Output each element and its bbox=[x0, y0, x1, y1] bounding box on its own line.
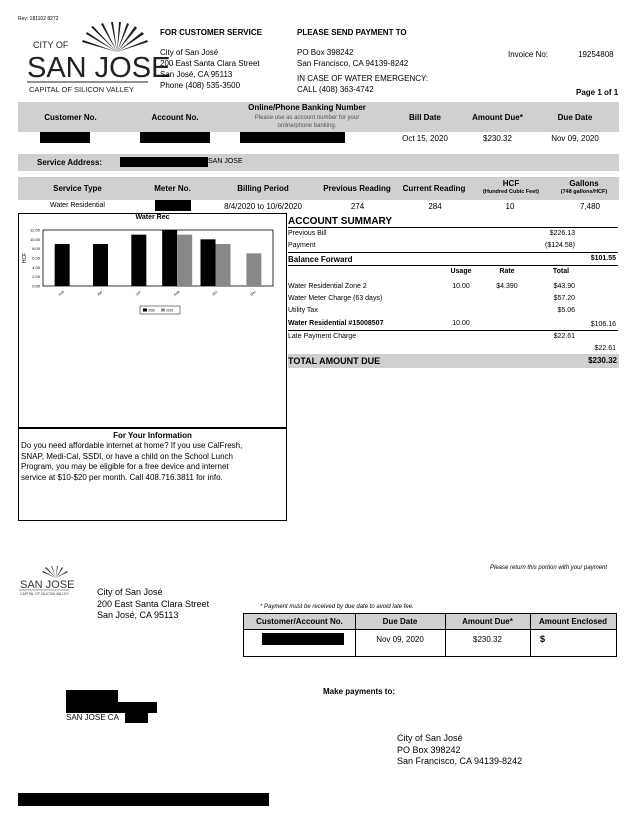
redacted-banking-no bbox=[240, 132, 345, 143]
balance-forward-value: $101.55 bbox=[590, 255, 616, 262]
total-due-value: $230.32 bbox=[588, 356, 617, 365]
stub-amount-enclosed-header: Amount Enclosed bbox=[538, 617, 607, 626]
amount-due-value: $230.32 bbox=[483, 134, 512, 143]
customer-no-header: Customer No. bbox=[44, 113, 97, 122]
stub-due-date: Nov 09, 2020 bbox=[376, 635, 424, 644]
previous-bill-label: Previous Bill bbox=[288, 230, 327, 237]
stub-address-line: San José, CA 95113 bbox=[97, 610, 179, 620]
current-reading-header: Current Reading bbox=[402, 184, 466, 193]
legend-swatch bbox=[143, 309, 147, 312]
hcf-header: HCF bbox=[502, 179, 520, 188]
due-date-header: Due Date bbox=[557, 113, 593, 122]
cs-line: 200 East Santa Clara Street bbox=[160, 59, 260, 68]
bill-date-header: Bill Date bbox=[408, 113, 441, 122]
stub-amount-due: $230.32 bbox=[473, 635, 502, 644]
zone-charge-label: Water Residential Zone 2 bbox=[288, 283, 367, 290]
payment-value: ($124.58) bbox=[545, 242, 575, 249]
city-logo bbox=[25, 22, 171, 98]
redacted-customer-name bbox=[66, 690, 118, 702]
x-tick-label: Oct bbox=[211, 289, 219, 297]
send-payment-heading: PLEASE SEND PAYMENT TO bbox=[297, 28, 407, 37]
banking-number-header: Online/Phone Banking Number bbox=[248, 103, 366, 112]
redacted-barcode-line bbox=[18, 793, 269, 806]
info-line: SNAP, Medi-Cal, SSDI, or have a child on the School Lunch bbox=[21, 451, 233, 461]
x-tick-label: Feb bbox=[57, 289, 66, 297]
due-date-value: Nov 09, 2020 bbox=[551, 134, 599, 143]
plot-area bbox=[43, 230, 273, 286]
cs-phone: Phone (408) 535-3500 bbox=[160, 81, 241, 90]
redacted-account-no bbox=[140, 132, 210, 143]
banking-note: Please use as account number for your online/phone banking. bbox=[254, 115, 360, 129]
water-residential-subtotal-label: Water Residential #15008507 bbox=[288, 320, 384, 327]
chart-title: Water Rec bbox=[135, 214, 170, 221]
info-line: Program, you may be eligible for a free device and internet bbox=[21, 462, 229, 471]
x-tick-label: Dec bbox=[249, 289, 257, 297]
invoice-number: 19254808 bbox=[578, 50, 614, 59]
current-reading-value: 284 bbox=[428, 202, 442, 211]
payee-line: PO Box 398242 bbox=[397, 744, 461, 755]
payment-address-line: PO Box 398242 bbox=[297, 48, 354, 57]
late-payment-subtotal: $22.61 bbox=[594, 345, 616, 352]
late-payment-total: $22.61 bbox=[553, 333, 575, 340]
revision-code: Rev: 181102 8272 bbox=[18, 16, 59, 22]
service-address-label: Service Address: bbox=[37, 158, 103, 167]
stub-address-line: City of San José bbox=[97, 587, 163, 597]
meter-charge-label: Water Meter Charge (63 days) bbox=[288, 295, 383, 302]
account-no-header: Account No. bbox=[151, 113, 199, 122]
return-portion-note: Please return this portion with your payment bbox=[490, 565, 608, 571]
y-tick-label: 2.00 bbox=[32, 274, 40, 280]
bar-2020-feb bbox=[55, 244, 70, 286]
water-residential-usage: 10.00 bbox=[452, 320, 470, 327]
bar-2019-aug bbox=[177, 235, 192, 286]
account-summary-title: ACCOUNT SUMMARY bbox=[288, 216, 393, 227]
info-line: service at $10-$20 per month. Call 408.716.3811 for info. bbox=[21, 472, 223, 482]
water-usage-chart bbox=[20, 222, 285, 320]
redacted-service-address bbox=[120, 157, 208, 167]
payee-address bbox=[397, 733, 522, 768]
svg-text:CAPITAL OF SILICON VALLEY: CAPITAL OF SILICON VALLEY bbox=[20, 592, 69, 596]
utility-tax-total: $5.06 bbox=[557, 307, 575, 314]
info-title: For Your Information bbox=[113, 431, 192, 440]
service-type-header: Service Type bbox=[53, 184, 102, 193]
zone-rate: $4.390 bbox=[496, 283, 518, 290]
bar-2020-oct bbox=[201, 239, 216, 286]
bar-2020-jun bbox=[131, 235, 146, 286]
cs-line: City of San José bbox=[160, 48, 219, 57]
redacted-customer-no bbox=[40, 132, 90, 143]
x-tick-label: Aug bbox=[172, 289, 181, 297]
stub-address-line: 200 East Santa Clara Street bbox=[97, 598, 210, 609]
svg-text:SAN JOSE: SAN JOSE bbox=[27, 52, 171, 84]
info-line: Do you need affordable internet at home? If you use CalFresh, bbox=[21, 441, 243, 450]
gallons-value: 7,480 bbox=[579, 202, 601, 211]
invoice-label: Invoice No: bbox=[508, 50, 549, 59]
water-residential-subtotal: $106.16 bbox=[590, 321, 616, 328]
gallons-header: Gallons bbox=[569, 179, 599, 188]
gallons-subheader: (748 gallons/HCF) bbox=[560, 189, 608, 195]
billing-period-value: 8/4/2020 to 10/6/2020 bbox=[224, 202, 302, 211]
redacted-customer-zip bbox=[125, 712, 148, 723]
zone-usage: 10.00 bbox=[452, 283, 470, 290]
customer-service-block bbox=[160, 27, 262, 91]
make-payments-label: Make payments to: bbox=[323, 687, 396, 696]
stub-due-date-header: Due Date bbox=[382, 617, 418, 626]
amount-enclosed-field[interactable]: $ bbox=[540, 634, 546, 644]
utility-tax-label: Utility Tax bbox=[288, 307, 318, 314]
customer-service-heading: FOR CUSTOMER SERVICE bbox=[160, 28, 262, 37]
zone-total: $43.90 bbox=[553, 283, 575, 290]
emergency-heading: IN CASE OF WATER EMERGENCY: bbox=[297, 74, 429, 83]
customer-city: SAN JOSE CA bbox=[66, 713, 119, 722]
info-text bbox=[21, 441, 242, 483]
payment-label: Payment bbox=[288, 242, 316, 249]
hcf-value: 10 bbox=[505, 202, 515, 211]
previous-reading-value: 274 bbox=[350, 202, 365, 211]
legend-swatch bbox=[161, 309, 165, 312]
summary-divider bbox=[288, 330, 618, 331]
service-type-value: Water Residential bbox=[50, 202, 105, 209]
legend-label: 2019 bbox=[166, 308, 174, 313]
svg-text:SAN JOSE: SAN JOSE bbox=[20, 579, 75, 591]
legend-label: 2020 bbox=[148, 308, 156, 313]
page-number: Page 1 of 1 bbox=[576, 88, 619, 97]
stub-amount-due-header: Amount Due* bbox=[462, 617, 513, 626]
amount-due-header: Amount Due* bbox=[472, 113, 523, 122]
x-tick-label: Jun bbox=[134, 289, 142, 297]
summary-divider bbox=[288, 252, 618, 253]
x-tick-label: Apr bbox=[96, 289, 104, 297]
service-address-bar bbox=[18, 154, 619, 171]
balance-forward-label: Balance Forward bbox=[288, 255, 353, 264]
hcf-subheader: (Hundred Cubic Feet) bbox=[483, 189, 539, 195]
bar-2019-oct bbox=[216, 244, 231, 286]
meter-no-header: Meter No. bbox=[154, 184, 191, 193]
stub-row-divider bbox=[244, 629, 616, 630]
total-header: Total bbox=[552, 268, 570, 275]
svg-text:CAPITAL OF SILICON VALLEY: CAPITAL OF SILICON VALLEY bbox=[29, 85, 134, 94]
billing-period-header: Billing Period bbox=[237, 184, 289, 193]
payee-line: City of San José bbox=[397, 733, 463, 743]
bar-2020-aug bbox=[162, 230, 177, 286]
previous-reading-header: Previous Reading bbox=[323, 184, 391, 193]
y-tick-label: 4.00 bbox=[32, 264, 40, 270]
payment-address-line: San Francisco, CA 94139-8242 bbox=[297, 59, 409, 68]
previous-bill-value: $226.13 bbox=[549, 230, 575, 237]
svg-text:CITY OF: CITY OF bbox=[33, 40, 69, 50]
payee-line: San Francisco, CA 94139-8242 bbox=[397, 756, 523, 766]
send-payment-block bbox=[297, 27, 428, 95]
y-tick-label: 8.00 bbox=[32, 246, 40, 252]
redacted-stub-account bbox=[262, 633, 344, 645]
total-due-label: TOTAL AMOUNT DUE bbox=[288, 356, 381, 366]
y-axis-label: HCF bbox=[22, 252, 28, 264]
rate-header: Rate bbox=[499, 268, 515, 275]
usage-header: Usage bbox=[450, 268, 472, 275]
y-tick-label: 10.00 bbox=[29, 236, 40, 242]
summary-divider bbox=[288, 265, 618, 266]
y-tick-label: 6.00 bbox=[32, 255, 40, 261]
y-tick-label: 12.00 bbox=[29, 227, 40, 233]
meter-charge-total: $57.20 bbox=[553, 295, 575, 302]
y-tick-label: 0.00 bbox=[32, 283, 40, 289]
late-payment-label: Late Payment Charge bbox=[288, 333, 357, 340]
stub-sender-address bbox=[97, 587, 209, 622]
due-date-note: * Payment must be received by due date to avoid late fee. bbox=[260, 604, 414, 610]
bill-date-value: Oct 15, 2020 bbox=[402, 134, 448, 143]
cs-line: San José, CA 95113 bbox=[160, 70, 233, 79]
bar-2019-dec bbox=[246, 253, 261, 286]
stub-account-header: Customer/Account No. bbox=[256, 617, 343, 626]
summary-divider bbox=[288, 227, 618, 228]
emergency-phone: CALL (408) 363-4742 bbox=[297, 85, 374, 94]
service-address-city: SAN JOSE bbox=[208, 158, 243, 165]
redacted-meter-no bbox=[155, 200, 191, 211]
bar-2020-apr bbox=[93, 244, 108, 286]
stub-city-logo bbox=[18, 566, 75, 598]
